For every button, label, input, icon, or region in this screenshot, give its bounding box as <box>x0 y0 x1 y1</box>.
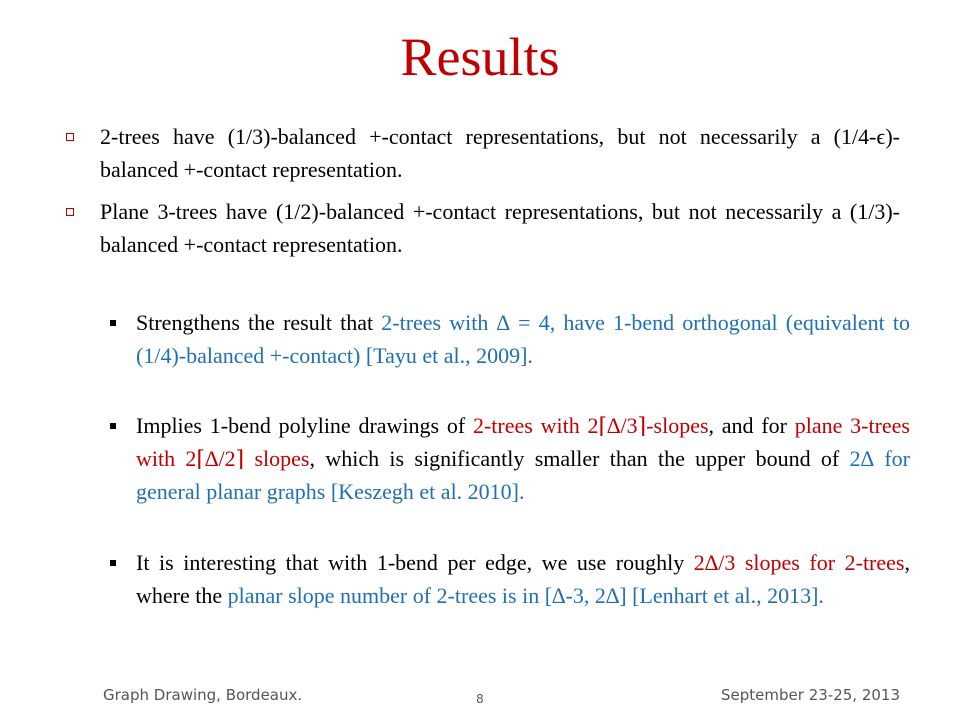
highlight-blue: 2-trees with ∆ = 4, have 1-bend orthogonal (equivalent to (1/4)-balanced +-contact) <box>136 310 910 368</box>
text-span: , where the <box>136 550 910 608</box>
highlight-red: 2∆/3 slopes for 2-trees <box>693 550 905 575</box>
bullet-text: Plane 3-trees have (1/2)-balanced +-contact representations, but not necessarily a (1/3)-balanced +-contact representation. <box>100 199 900 257</box>
small-square-bullet-icon <box>110 423 116 429</box>
footer-venue: Graph Drawing, Bordeaux. <box>103 686 303 704</box>
highlight-red: 2-trees with 2⌈∆/3⌉-slopes <box>472 413 709 438</box>
bullet-item <box>66 120 900 186</box>
citation: [Tayu et al., 2009]. <box>365 343 533 368</box>
page-number: 8 <box>476 692 484 706</box>
small-square-bullet-icon <box>110 560 116 566</box>
bullet-item <box>66 195 900 261</box>
square-bullet-icon <box>66 133 74 141</box>
text-span: Implies 1-bend polyline drawings of <box>136 413 473 438</box>
text-span: It is interesting that with 1-bend per edge, we use roughly <box>136 550 694 575</box>
slide-title: Results <box>400 27 560 87</box>
subbullet-item <box>110 409 910 508</box>
subbullet-text <box>136 306 910 372</box>
highlight-red: plane 3-trees with 2⌈∆/2⌉ slopes <box>136 413 910 471</box>
highlight-blue: 2∆ for general planar graphs [Keszegh et al. 2010]. <box>136 446 910 504</box>
text-span: , which is significantly smaller than the upper bound of <box>309 446 850 471</box>
small-square-bullet-icon <box>110 320 116 326</box>
text-span: Strengthens the result that <box>136 310 382 335</box>
square-bullet-icon <box>66 208 74 216</box>
text-span: , and for <box>708 413 795 438</box>
bullet-text: 2-trees have (1/3)-balanced +-contact representations, but not necessarily a (1/4-ϵ)-balanced +-contact representation. <box>100 124 900 182</box>
subbullet-item <box>110 546 910 612</box>
subbullet-item <box>110 306 910 372</box>
subbullet-text <box>136 546 910 612</box>
footer-date: September 23-25, 2013 <box>721 686 900 704</box>
subbullet-text <box>136 409 910 508</box>
highlight-blue: planar slope number of 2-trees is in [∆-3, 2∆] [Lenhart et al., 2013]. <box>227 583 824 608</box>
